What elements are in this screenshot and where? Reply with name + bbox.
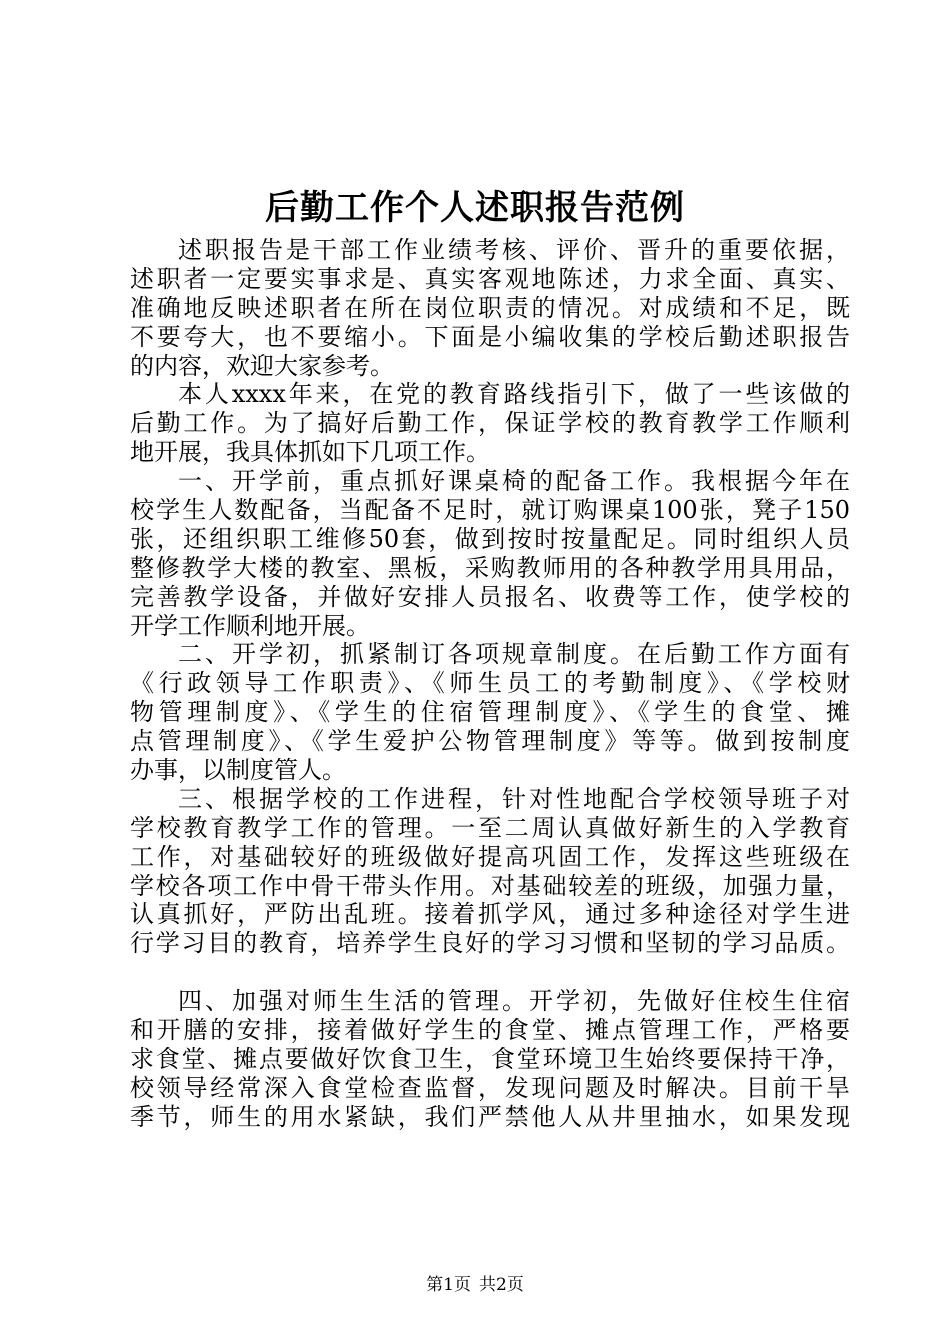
text-line: 物管理制度》、《学生的住宿管理制度》、《学生的食堂、摊 — [130, 698, 850, 727]
text-line: 述职者一定要实事求是、真实客观地陈述，力求全面、真实、 — [130, 264, 850, 293]
text-line: 办事，以制度管人。 — [130, 756, 346, 785]
text-line: 点管理制度》、《学生爱护公物管理制度》等等。做到按制度 — [130, 727, 850, 756]
text-line: 工作，对基础较好的班级做好提高巩固工作，发挥这些班级在 — [130, 842, 850, 871]
page-number-current: 第1页 — [426, 1275, 471, 1295]
text-line: 开学工作顺利地开展。 — [130, 611, 370, 640]
text-line: 四、加强对师生生活的管理。开学初，先做好住校生住宿 — [178, 987, 850, 1016]
page-footer — [0, 1274, 950, 1296]
text-line: 准确地反映述职者在所在岗位职责的情况。对成绩和不足，既 — [130, 293, 850, 322]
text-line: 不要夸大，也不要缩小。下面是小编收集的学校后勤述职报告 — [130, 322, 850, 351]
text-line: 地开展，我具体抓如下几项工作。 — [130, 438, 490, 467]
text-line: 学校各项工作中骨干带头作用。对基础较差的班级，加强力量， — [130, 871, 850, 900]
text-line: 校学生人数配备，当配备不足时，就订购课桌100张，凳子150 — [130, 496, 850, 525]
text-line: 学校教育教学工作的管理。一至二周认真做好新生的入学教育 — [130, 813, 850, 842]
text-line: 季节，师生的用水紧缺，我们严禁他人从井里抽水，如果发现 — [130, 1102, 850, 1131]
document-title: 后勤工作个人述职报告范例 — [265, 188, 685, 228]
text-line: 认真抓好，严防出乱班。接着抓学风，通过多种途径对学生进 — [130, 900, 850, 929]
text-line: 完善教学设备，并做好安排人员报名、收费等工作，使学校的 — [130, 582, 850, 611]
paragraph-gap — [130, 958, 850, 987]
text-line: 校领导经常深入食堂检查监督，发现问题及时解决。目前干旱 — [130, 1073, 850, 1102]
text-line: 整修教学大楼的教室、黑板，采购教师用的各种教学用具用品， — [130, 553, 850, 582]
text-line: 一、开学前，重点抓好课桌椅的配备工作。我根据今年在 — [178, 467, 850, 496]
text-line: 求食堂、摊点要做好饮食卫生，食堂环境卫生始终要保持干净， — [130, 1044, 850, 1073]
page-number-total: 共2页 — [479, 1275, 524, 1295]
text-line: 行学习目的教育，培养学生良好的学习习惯和坚韧的学习品质。 — [130, 929, 850, 958]
text-line: 三、根据学校的工作进程，针对性地配合学校领导班子对 — [178, 784, 850, 813]
text-line: 述职报告是干部工作业绩考核、评价、晋升的重要依据， — [178, 236, 850, 264]
text-line: 后勤工作。为了搞好后勤工作，保证学校的教育教学工作顺利 — [130, 409, 850, 438]
document-body — [130, 236, 850, 1132]
text-line: 张，还组织职工维修50套，做到按时按量配足。同时组织人员 — [130, 524, 850, 553]
text-line: 二、开学初，抓紧制订各项规章制度。在后勤工作方面有 — [178, 640, 850, 669]
text-line: 的内容，欢迎大家参考。 — [130, 351, 394, 380]
text-line: 和开膳的安排，接着做好学生的食堂、摊点管理工作，严格要 — [130, 1016, 850, 1045]
text-line: 本人xxxx年来，在党的教育路线指引下，做了一些该做的 — [178, 380, 850, 409]
text-line: 《行政领导工作职责》、《师生员工的考勤制度》、《学校财 — [130, 669, 850, 698]
